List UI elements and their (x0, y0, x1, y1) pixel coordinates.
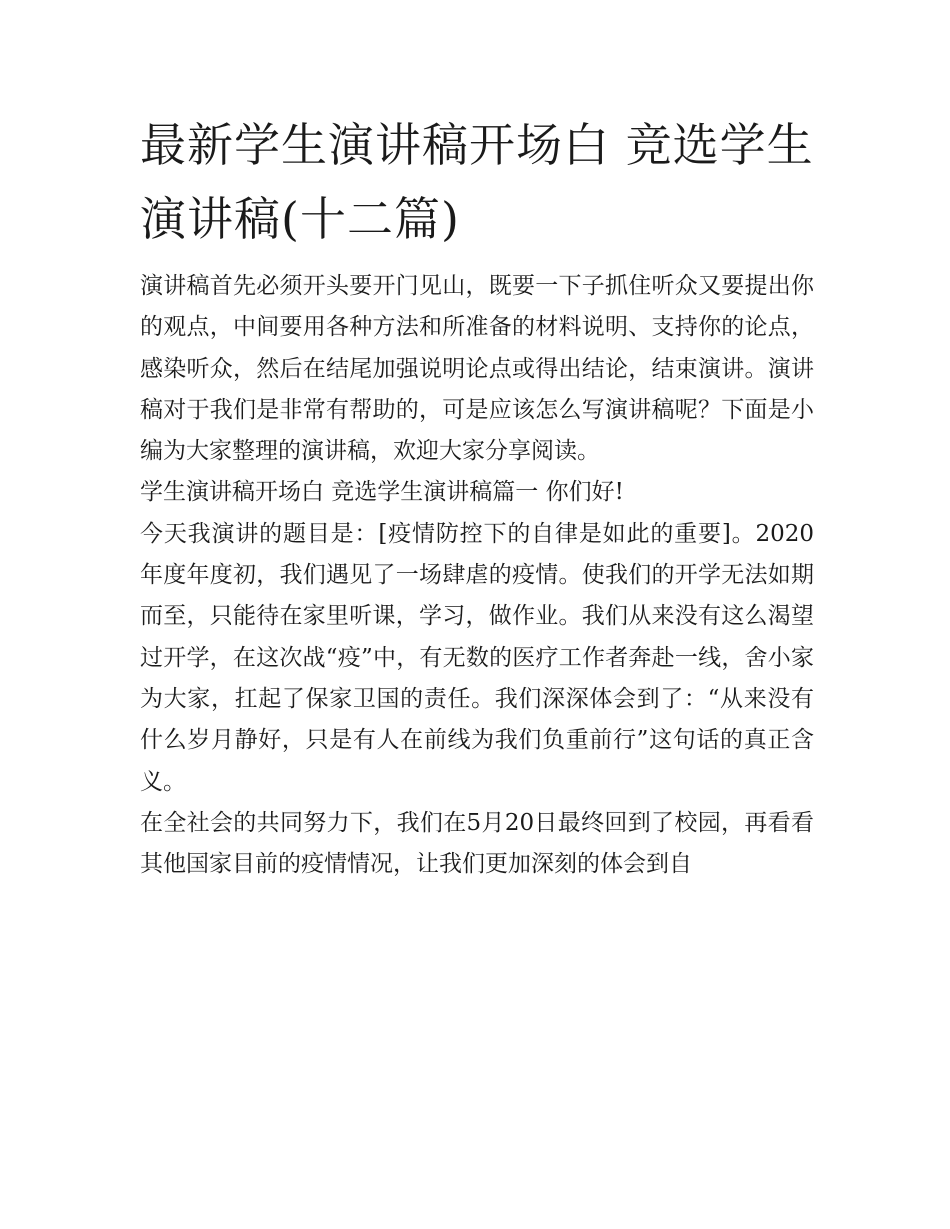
intro-paragraph: 演讲稿首先必须开头要开门见山，既要一下子抓住听众又要提出你的观点，中间要用各种方法和所准备的材料说明、支持你的论点，感染听众，然后在结尾加强说明论点或得出结论，结束演讲。演讲稿对于我们是非常有帮助的，可是应该怎么写演讲稿呢？下面是小编为大家整理的演讲稿，欢迎大家分享阅读。 (140, 273, 814, 465)
section-heading-paragraph: 学生演讲稿开场白 竞选学生演讲稿篇一 你们好! (140, 479, 624, 506)
document-title: 最新学生演讲稿开场白 竞选学生演讲稿(十二篇) (140, 118, 814, 246)
document-page (140, 108, 814, 885)
speech-paragraph-2: 在全社会的共同努力下，我们在5月20日最终回到了校园，再看看其他国家目前的疫情情况，让我们更加深刻的体会到自 (140, 809, 814, 878)
speech-paragraph-1: 今天我演讲的题目是：[疫情防控下的自律是如此的重要]。2020年度年度初，我们遇见了一场肆虐的疫情。使我们的开学无法如期而至，只能待在家里听课，学习，做作业。我们从来没有这么渴望过开学，在这次战“疫”中，有无数的医疗工作者奔赴一线，舍小家为大家，扛起了保家卫国的责任。我们深深体会到了：“从来没有什么岁月静好，只是有人在前线为我们负重前行”这句话的真正含义。 (140, 520, 814, 795)
